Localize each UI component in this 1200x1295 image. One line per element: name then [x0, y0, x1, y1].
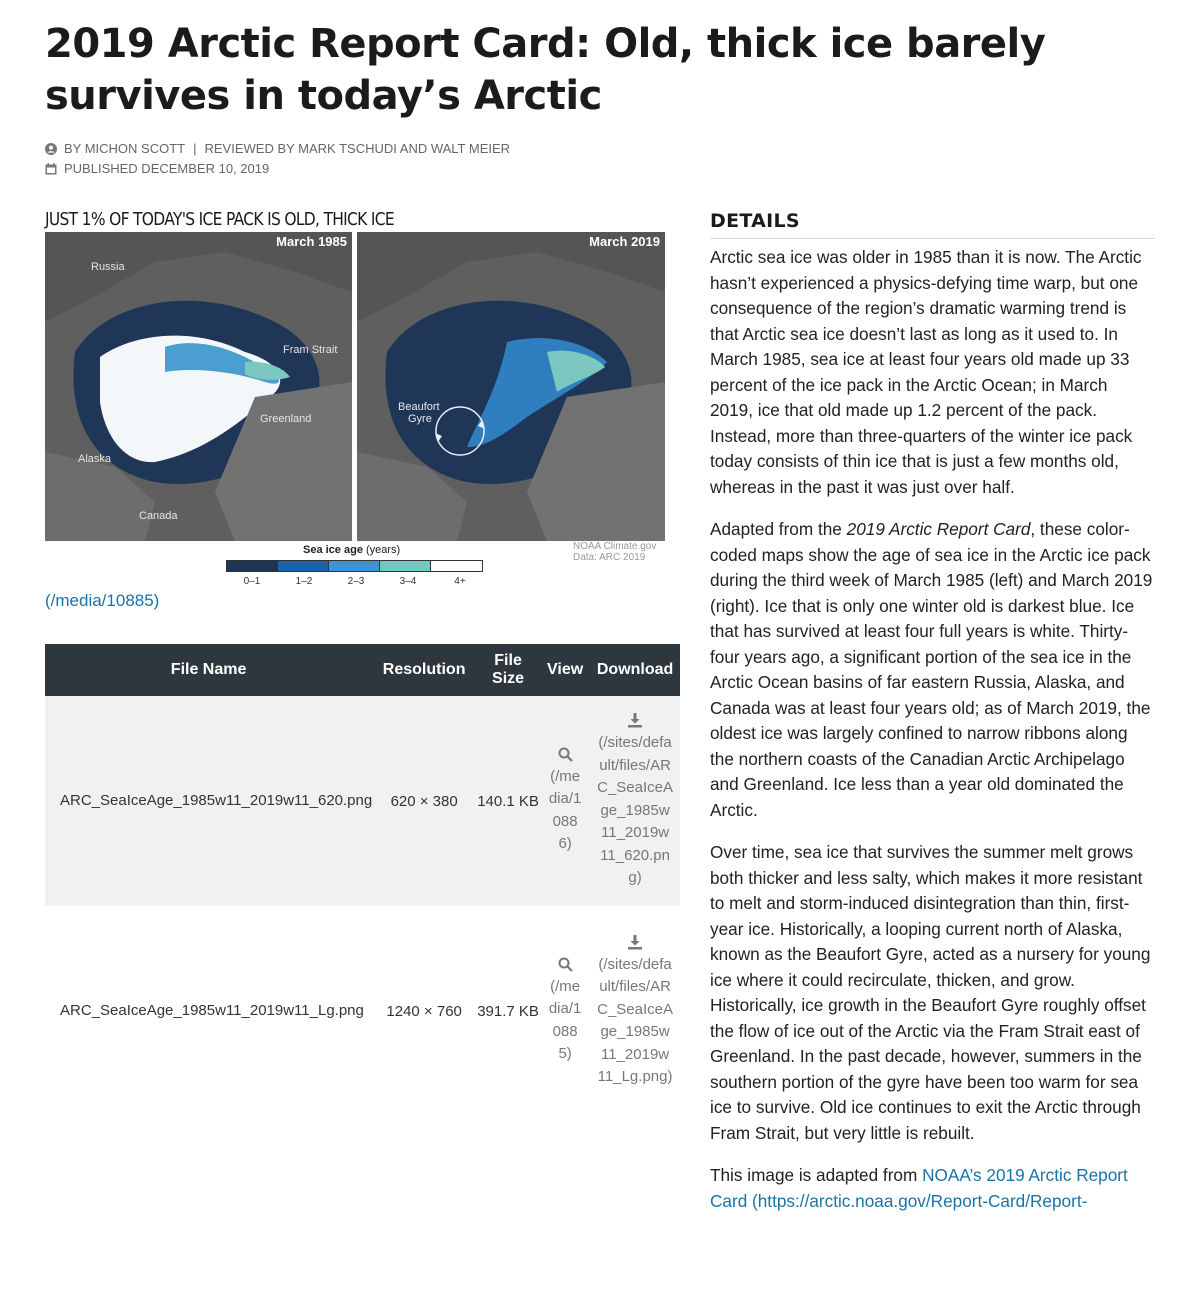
view-cell[interactable] [540, 696, 590, 906]
download-link[interactable] [590, 934, 680, 1089]
reviewers: REVIEWED BY MARK TSCHUDI AND WALT MEIER [204, 141, 511, 156]
legend-tick: 4+ [454, 576, 466, 587]
legend-swatch-3-4 [380, 561, 431, 571]
resolution-cell: 620 × 380 [390, 792, 458, 810]
download-cell[interactable] [590, 696, 680, 906]
map-2019-graphic [357, 232, 665, 541]
figure-heading: JUST 1% OF TODAY'S ICE PACK IS OLD, THICK ICE [45, 209, 394, 230]
file-size-cell: 140.1 KB [477, 792, 539, 810]
label-canada: Canada [139, 510, 178, 522]
credit-data: Data: ARC 2019 [573, 552, 646, 563]
legend-tick-labels [226, 576, 486, 587]
details-heading: DETAILS [710, 210, 1155, 239]
search-icon [558, 957, 573, 972]
legend-tick: 3–4 [399, 576, 417, 587]
label-fram-strait: Fram Strait [283, 344, 338, 356]
map-2019-date: March 2019 [589, 234, 660, 249]
details-body [710, 245, 1155, 1231]
search-icon [558, 747, 573, 762]
view-cell[interactable] [540, 906, 590, 1116]
table-header-row [45, 644, 680, 696]
col-file-size: File Size [476, 644, 540, 696]
col-resolution: Resolution [372, 644, 476, 696]
view-link-text[interactable]: (/media/10886) [548, 767, 582, 852]
calendar-icon [45, 163, 57, 175]
label-gyre: Gyre [408, 413, 432, 425]
label-russia: Russia [91, 261, 125, 273]
file-size-cell: 391.7 KB [477, 1002, 539, 1020]
legend-swatch-1-2 [278, 561, 329, 571]
author: BY MICHON SCOTT [64, 141, 186, 156]
map-2019 [357, 232, 665, 541]
legend-tick: 1–2 [295, 576, 313, 587]
map-1985-graphic [45, 232, 352, 541]
sea-ice-age-figure[interactable] [45, 207, 667, 590]
p4-text: This image is adapted from [710, 1165, 923, 1185]
map-1985 [45, 232, 352, 541]
legend-title-unit: (years) [362, 544, 401, 556]
details-paragraph-2 [710, 517, 1155, 823]
label-greenland: Greenland [260, 413, 312, 425]
publish-date: PUBLISHED DECEMBER 10, 2019 [64, 161, 270, 176]
p2-text-a: Adapted from the [710, 519, 847, 539]
legend-swatch-4plus [431, 561, 482, 571]
view-link[interactable] [540, 747, 590, 856]
media-link[interactable]: (/media/10885) [45, 591, 160, 610]
legend-tick: 0–1 [243, 576, 261, 587]
file-download-table [45, 644, 680, 1116]
download-link[interactable] [590, 712, 680, 890]
legend-tick: 2–3 [347, 576, 365, 587]
legend-title [303, 544, 400, 556]
download-cell[interactable] [590, 906, 680, 1116]
download-icon [627, 934, 643, 950]
legend-swatch-2-3 [329, 561, 380, 571]
page-title: 2019 Arctic Report Card: Old, thick ice barely survives in today’s Arctic [45, 21, 1046, 119]
view-link[interactable] [540, 957, 590, 1066]
user-icon [45, 143, 57, 155]
figure-credit [573, 541, 656, 563]
file-name-cell: ARC_SeaIceAge_1985w11_2019w11_620.png [60, 792, 373, 809]
view-link-text[interactable]: (/media/10885) [548, 977, 582, 1062]
resolution-cell: 1240 × 760 [386, 1002, 462, 1020]
report-card-title: 2019 Arctic Report Card [846, 519, 1031, 539]
details-paragraph-4 [710, 1163, 1155, 1214]
download-icon [627, 712, 643, 728]
legend-swatch-0-1 [227, 561, 278, 571]
download-link-text[interactable]: (/sites/default/files/ARC_SeaIceAge_1985w11_2019w11_620.png) [597, 734, 674, 887]
byline [45, 141, 510, 156]
p2-text-b: , these color-coded maps show the age of sea ice in the Arctic ice pack during the third week of March 1985 (left) and March 2019 (right). Ice that is only one winter old is darkest blue. Ice that has survived at least four full years is white. Thirty-four years ago, a significant portion of the sea ice in the Arctic Ocean basins of far eastern Russia, Alaska, and Canada was at least four years old; as of March 2019, the oldest ice was largely confined to narrow ribbons along the northern coasts of the Canadian Arctic Archipelago and Greenland. Ice less than a year old dominated the Arctic. [710, 519, 1153, 820]
details-paragraph-1: Arctic sea ice was older in 1985 than it is now. The Arctic hasn’t experienced a physics-defying time warp, but one consequence of the region’s dramatic warming trend is that Arctic sea ice doesn’t last as long as it used to. In March 1985, sea ice at least four years old made up 33 percent of the ice pack in the Arctic Ocean; in March 2019, ice that old made up 1.2 percent of the pack. Instead, more than three-quarters of the winter ice pack today consists of thin ice that is just a few months old, whereas in the past it was just over half. [710, 247, 1142, 497]
map-1985-date: March 1985 [276, 234, 347, 249]
legend-title-main: Sea ice age [303, 544, 363, 556]
col-download: Download [590, 644, 680, 696]
arctic-report-card-link[interactable]: NOAA’s 2019 Arctic Report Card (https://arctic.noaa.gov/Report-Card/Report- [710, 1165, 1128, 1211]
file-name-cell: ARC_SeaIceAge_1985w11_2019w11_Lg.png [60, 1002, 364, 1019]
byline-separator: | [193, 141, 197, 156]
credit-source: NOAA Climate.gov [573, 541, 657, 552]
details-paragraph-3: Over time, sea ice that survives the summer melt grows both thicker and less salty, which makes it more resistant to melt and storm-induced disintegration than thin, first-year ice. Historically, a looping current north of Alaska, known as the Beaufort Gyre, acted as a nursery for young ice where it could recirculate, thicken, and grow. Historically, ice growth in the Beaufort Gyre roughly offset the flow of ice out of the Arctic via the Fram Strait east of Greenland. In the past decade, however, summers in the southern portion of the gyre have been too warm for sea ice to survive. Old ice continues to exit the Arctic through Fram Strait, but very little is rebuilt. [710, 842, 1151, 1143]
table-row [45, 696, 680, 906]
label-beaufort: Beaufort [398, 401, 440, 413]
col-file-name: File Name [45, 644, 372, 696]
table-row [45, 906, 680, 1116]
publish-date-line [45, 161, 269, 176]
legend-color-bar [226, 560, 483, 572]
download-link-text[interactable]: (/sites/default/files/ARC_SeaIceAge_1985w11_2019w11_Lg.png) [597, 955, 674, 1085]
label-alaska: Alaska [78, 453, 112, 465]
col-view: View [540, 644, 590, 696]
